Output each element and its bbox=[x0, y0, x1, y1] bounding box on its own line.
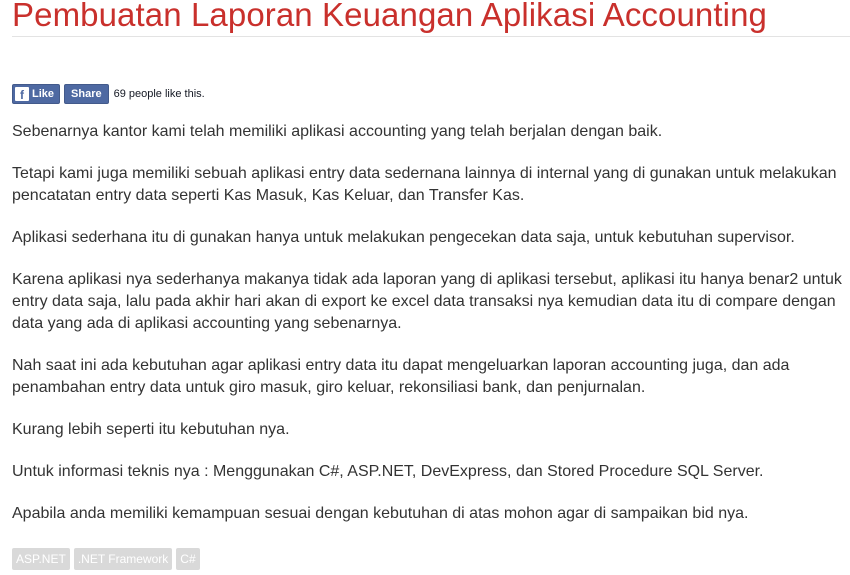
like-label: Like bbox=[32, 88, 55, 100]
page-title: Pembuatan Laporan Keuangan Aplikasi Accounting bbox=[12, 0, 767, 33]
paragraph: Apabila anda memiliki kemampuan sesuai dengan kebutuhan di atas mohon agar di sampaikan bid nya. bbox=[12, 505, 749, 522]
facebook-icon: f bbox=[15, 87, 29, 101]
like-count: 69 people like this. bbox=[113, 88, 205, 100]
paragraph: Untuk informasi teknis nya : Menggunakan C#, ASP.NET, DevExpress, dan Stored Procedure SQL Server. bbox=[12, 463, 764, 480]
paragraph: Karena aplikasi nya sederhanya makanya tidak ada laporan yang di aplikasi tersebut, aplikasi itu hanya benar2 untuk entry data saja, lalu pada akhir hari akan di export ke excel data transaksi nya kemudian data itu di compare dengan data yang ada di aplikasi accounting yang sebenarnya. bbox=[12, 271, 842, 332]
tag-list bbox=[12, 548, 200, 570]
paragraph: Aplikasi sederhana itu di gunakan hanya untuk melakukan pengecekan data saja, untuk kebutuhan supervisor. bbox=[12, 229, 795, 246]
social-bar bbox=[12, 84, 205, 104]
project-description bbox=[12, 121, 848, 545]
tag-csharp[interactable]: C# bbox=[176, 548, 199, 570]
share-label: Share bbox=[71, 88, 102, 100]
paragraph: Kurang lebih seperti itu kebutuhan nya. bbox=[12, 421, 290, 438]
tag-aspnet[interactable]: ASP.NET bbox=[12, 548, 70, 570]
paragraph: Tetapi kami juga memiliki sebuah aplikasi entry data sedernana lainnya di internal yang di gunakan untuk melakukan pencatatan entry data seperti Kas Masuk, Kas Keluar, dan Transfer Kas. bbox=[12, 165, 837, 204]
title-divider bbox=[12, 36, 850, 37]
paragraph: Sebenarnya kantor kami telah memiliki aplikasi accounting yang telah berjalan dengan baik. bbox=[12, 123, 663, 140]
tag-dotnet-framework[interactable]: .NET Framework bbox=[74, 548, 172, 570]
facebook-like-button[interactable] bbox=[12, 84, 60, 104]
paragraph: Nah saat ini ada kebutuhan agar aplikasi entry data itu dapat mengeluarkan laporan accounting juga, dan ada penambahan entry data untuk giro masuk, giro keluar, rekonsiliasi bank, dan penjurnalan. bbox=[12, 357, 790, 396]
facebook-share-button[interactable] bbox=[64, 84, 109, 104]
